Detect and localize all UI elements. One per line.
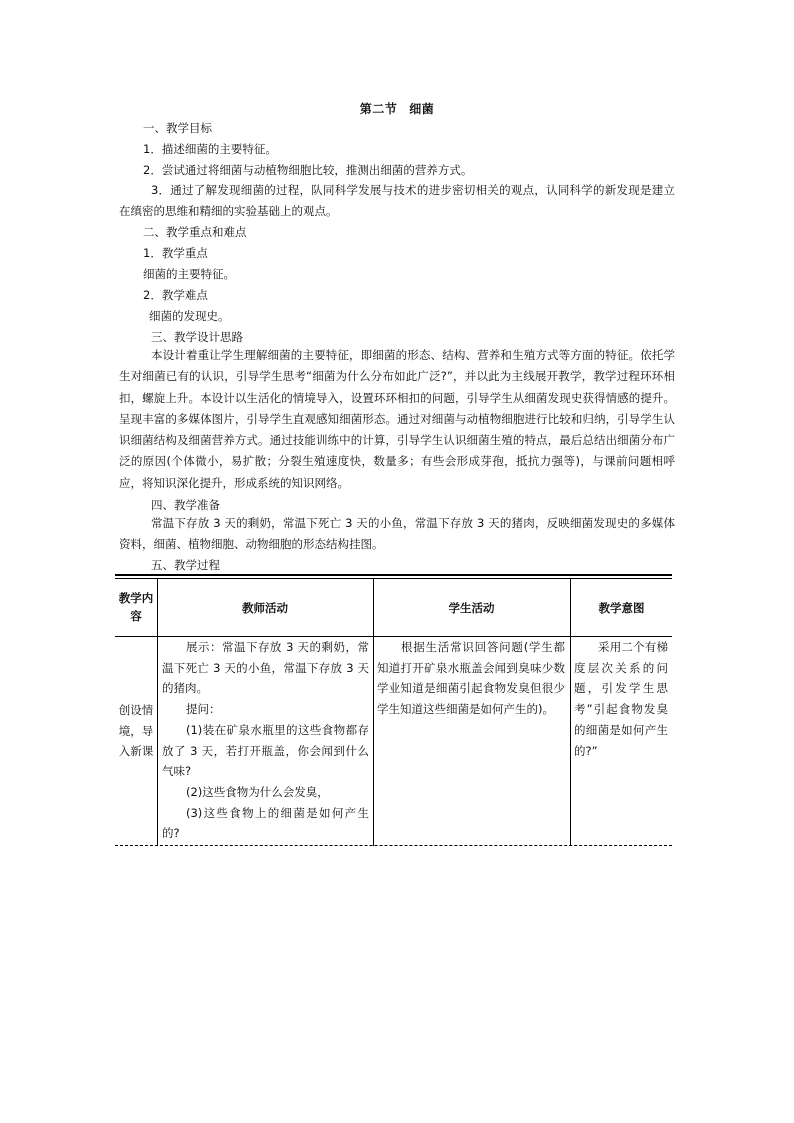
preparation-paragraph: 常温下存放 3 天的剩奶，常温下死亡 3 天的小鱼，常温下存放 3 天的猪肉，反映细菌发现史的多媒体资料，细菌、植物细胞、动物细胞的形态结构挂图。 [119, 516, 675, 552]
difficulty-text: 细菌的发现史。 [149, 309, 230, 323]
key-point-text: 细菌的主要特征。 [143, 267, 235, 281]
teacher-question-3: (3)这些食物上的细菌是如何产生的? [162, 805, 369, 841]
header-intent: 教学意图 [598, 601, 645, 615]
table-top-rule-thin [115, 578, 672, 579]
table-col-divider [157, 578, 158, 846]
heading-key-point: 1．教学重点 [143, 246, 208, 260]
header-content: 教学内容 [118, 591, 154, 623]
objective-3: 3．通过了解发现细菌的过程，队同科学发展与技术的进步密切相关的观点，认同科学的新发现是建立在缜密的思维和精细的实验基础上的观点。 [119, 183, 675, 219]
table-top-rule [115, 574, 672, 576]
heading-design: 三、教学设计思路 [151, 330, 243, 344]
table-col-divider [570, 578, 571, 846]
heading-difficulty: 2．教学难点 [143, 288, 208, 302]
header-teacher: 教师活动 [242, 601, 288, 615]
teacher-activity [162, 637, 369, 844]
student-activity: 根据生活常识回答问题(学生都知道打开矿泉水瓶盖会闻到臭味少数学业知道是细菌引起食物发臭但很少学生知道这些细菌是如何产生的)。 [377, 640, 565, 717]
teacher-ask-label: 提问： [186, 702, 221, 717]
teaching-intent: 采用二个有梯度层次关系的问题，引发学生思考”引起食物发臭的细菌是如何产生的?” [574, 640, 668, 758]
teacher-question-1: (1)装在矿泉水瓶里的这些食物都存放了 3 天，若打开瓶盖，你会闻到什么气味? [162, 722, 369, 779]
teacher-show: 展示：常温下存放 3 天的剩奶，常温下死亡 3 天的小鱼，常温下存放 3 天的猪肉。 [162, 640, 369, 696]
heading-process: 五、教学过程 [151, 558, 220, 572]
heading-key-points: 二、教学重点和难点 [143, 225, 247, 239]
heading-preparation: 四、教学准备 [151, 498, 220, 512]
objective-1: 1．描述细菌的主要特征。 [143, 142, 277, 156]
row-content-label: 创设情境，导入新课 [118, 703, 154, 759]
design-paragraph: 本设计着重让学生理解细菌的主要特征，即细菌的形态、结构、营养和生殖方式等方面的特征。依托学生对细菌已有的认识，引导学生思考“细菌为什么分布如此广泛?”，并以此为主线展开教学，教学过程环环相扣，螺旋上升。本设计以生活化的情境导入，设置环环相扣的问题，引导学生从细菌发现史获得情感的提升。呈现丰富的多媒体图片，引导学生直观感知细菌形态。通过对细菌与动植物细胞进行比较和归纳，引导学生认识细菌结构及细菌营养方式。通过技能训练中的计算，引导学生认识细菌生殖的特点，最后总结出细菌分布广泛的原因(个体微小，易扩散；分裂生殖速度快，数量多；有些会形成芽孢，抵抗力强等)，与课前问题相呼应，将知识深化提升，形成系统的知识网络。 [119, 348, 675, 490]
table-col-divider [373, 578, 374, 846]
page-title [0, 100, 794, 117]
heading-objectives: 一、教学目标 [143, 121, 212, 135]
header-student: 学生活动 [448, 601, 495, 615]
page-break-line [115, 845, 672, 846]
section-topic: 细菌 [409, 102, 435, 116]
teacher-question-2: (2)这些食物为什么会发臭， [186, 784, 329, 799]
section-number: 第二节 [359, 102, 398, 116]
objective-2: 2．尝试通过将细菌与动植物细胞比较，推测出细菌的营养方式。 [143, 163, 473, 177]
